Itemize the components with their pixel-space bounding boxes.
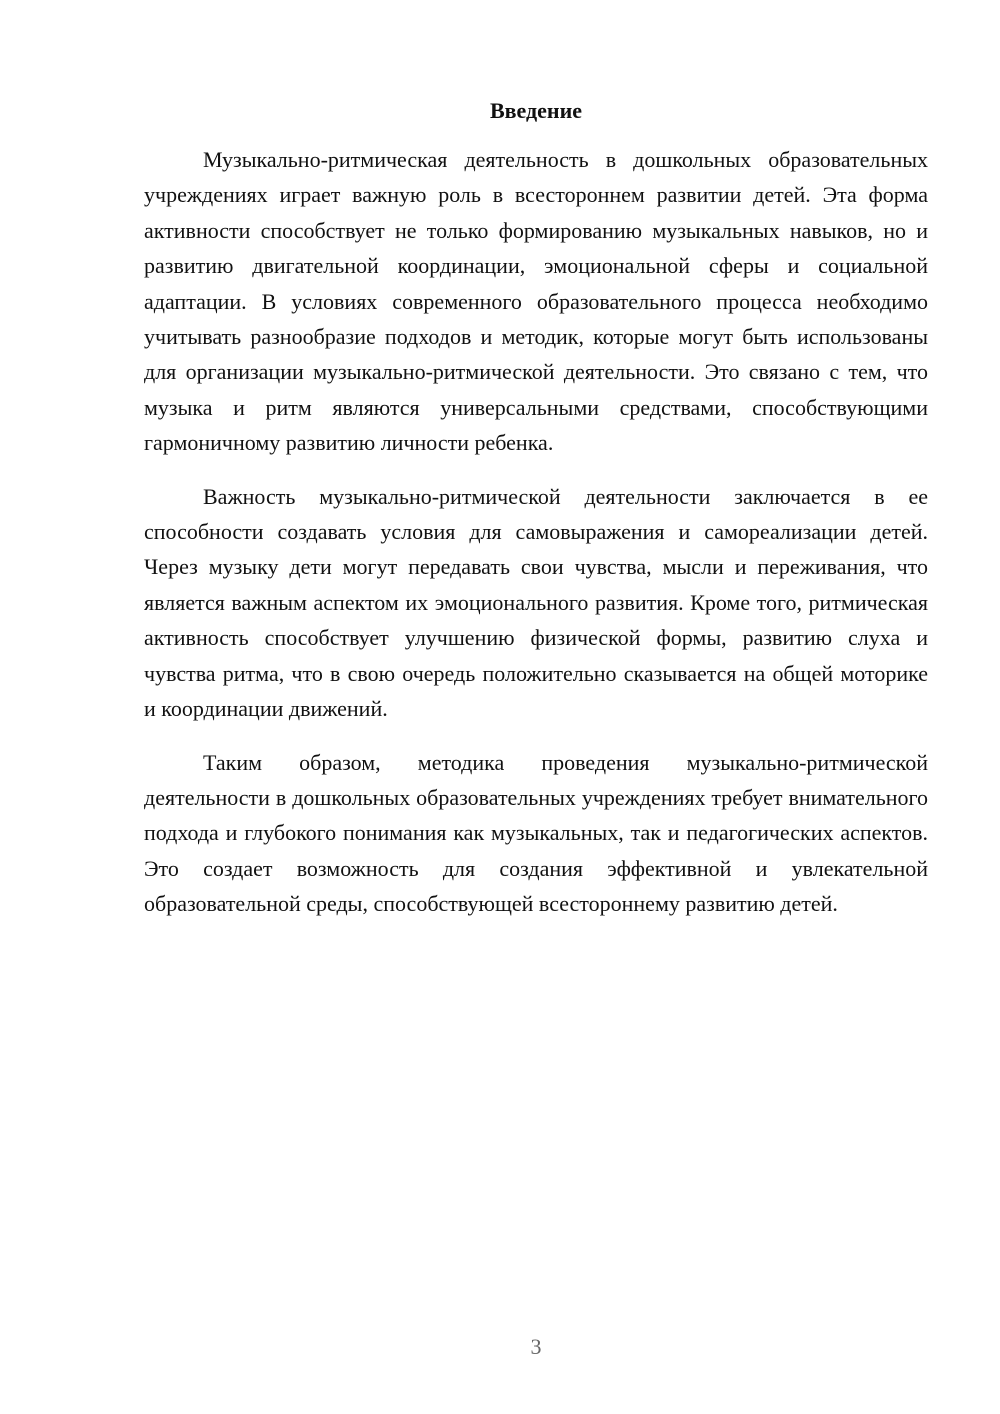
paragraph-3: Таким образом, методика проведения музыкально-ритмической деятельности в дошкольных образовательных учреждениях требует внимательного подхода и глубокого понимания как музыкальных, так и педагогических аспектов. Это создает возможность для создания эффективной и увлекательной образовательной среды, способствующей всестороннему развитию детей. bbox=[144, 749, 928, 917]
paragraph-2: Важность музыкально-ритмической деятельности заключается в ее способности создавать условия для самовыражения и самореализации детей. Через музыку дети могут передавать свои чувства, мысли и переживания, что является важным аспектом их эмоционального развития. Кроме того, ритмическая активность способствует улучшению физической формы, развитию слуха и чувства ритма, что в свою очередь положительно сказывается на общей моторике и координации движений. bbox=[144, 483, 928, 722]
body-text bbox=[144, 142, 928, 922]
paragraph-1: Музыкально-ритмическая деятельность в дошкольных образовательных учреждениях играет важную роль в всестороннем развитии детей. Эта форма активности способствует не только формированию музыкальных навыков, но и развитию двигательной координации, эмоциональной сферы и социальной адаптации. В условиях современного образовательного процесса необходимо учитывать разнообразие подходов и методик, которые могут быть использованы для организации музыкально-ритмической деятельности. Это связано с тем, что музыка и ритм являются универсальными средствами, способствующими гармоничному развитию личности ребенка. bbox=[144, 147, 928, 456]
section-title: Введение bbox=[489, 98, 583, 123]
page-number: 3 bbox=[530, 1334, 542, 1359]
